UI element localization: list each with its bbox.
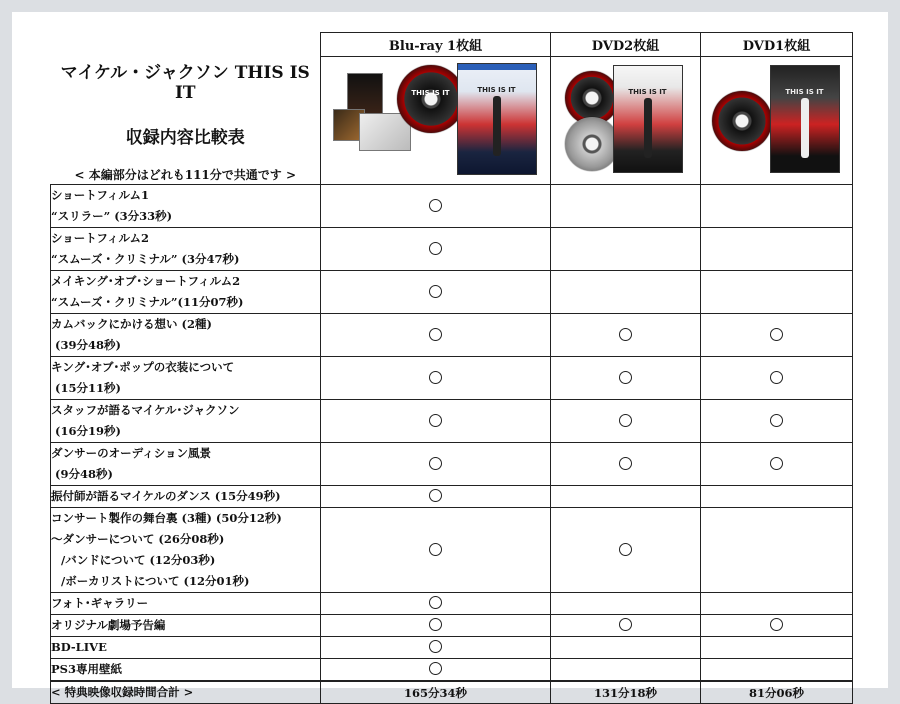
availability-bluray	[321, 615, 551, 637]
feature-row	[51, 185, 853, 228]
included-mark	[429, 596, 442, 609]
availability-dvd1	[701, 228, 853, 271]
dvd2-package-cell	[551, 57, 701, 185]
availability-bluray	[321, 228, 551, 271]
feature-row	[51, 443, 853, 486]
feature-name	[51, 508, 321, 593]
included-mark	[770, 457, 783, 470]
feature-name	[51, 357, 321, 400]
availability-dvd1	[701, 185, 853, 228]
feature-name	[51, 637, 321, 659]
included-mark	[619, 543, 632, 556]
title-block	[51, 57, 321, 185]
included-mark	[429, 242, 442, 255]
availability-dvd1	[701, 508, 853, 593]
feature-name	[51, 400, 321, 443]
feature-line: (16分19秒)	[55, 424, 121, 438]
included-mark	[619, 371, 632, 384]
feature-name	[51, 443, 321, 486]
figure-silhouette	[493, 96, 501, 156]
availability-dvd2	[551, 593, 701, 615]
figure-silhouette	[644, 98, 652, 158]
case-title: THIS IS IT	[628, 87, 667, 96]
feature-row	[51, 593, 853, 615]
included-mark	[429, 543, 442, 556]
feature-line: “スムーズ・クリミナル”(11分07秒)	[51, 295, 244, 309]
total-label: < 特典映像収録時間合計 >	[51, 681, 321, 704]
availability-dvd2	[551, 357, 701, 400]
availability-bluray	[321, 659, 551, 682]
case-title: THIS IS IT	[785, 87, 824, 96]
bluray-package-cell	[321, 57, 551, 185]
availability-dvd1	[701, 486, 853, 508]
image-row	[51, 57, 853, 185]
feature-line: フォト･ギャラリー	[51, 596, 149, 610]
feature-line: /ボーカリストについて (12分01秒)	[61, 574, 250, 588]
feature-row	[51, 637, 853, 659]
feature-line: ダンサーのオーディション風景	[51, 446, 211, 460]
included-mark	[770, 328, 783, 341]
availability-dvd2	[551, 185, 701, 228]
bluray-package-image	[333, 63, 539, 179]
included-mark	[770, 414, 783, 427]
feature-line: PS3専用壁紙	[51, 662, 122, 676]
included-mark	[619, 328, 632, 341]
availability-dvd1	[701, 357, 853, 400]
total-bluray: 165分34秒	[321, 681, 551, 704]
feature-name	[51, 314, 321, 357]
total-row	[51, 681, 853, 704]
feature-row	[51, 314, 853, 357]
product-header-dvd1: DVD1枚組	[701, 33, 853, 57]
feature-line: メイキング･オブ･ショートフィルム2	[51, 274, 241, 288]
availability-dvd2	[551, 637, 701, 659]
availability-bluray	[321, 508, 551, 593]
feature-line: カムバックにかける想い (2種)	[51, 317, 212, 331]
feature-row	[51, 400, 853, 443]
header-row	[51, 33, 853, 57]
feature-line: スタッフが語るマイケル･ジャクソン	[51, 403, 240, 417]
availability-dvd2	[551, 659, 701, 682]
availability-bluray	[321, 400, 551, 443]
disc-image	[712, 91, 772, 151]
feature-name	[51, 593, 321, 615]
feature-name	[51, 185, 321, 228]
included-mark	[429, 640, 442, 653]
availability-dvd2	[551, 400, 701, 443]
feature-name	[51, 228, 321, 271]
page-note: < 本編部分はどれも111分で共通です >	[74, 167, 296, 182]
feature-row	[51, 271, 853, 314]
dvd1-package-cell	[701, 57, 853, 185]
feature-line: コンサート製作の舞台裏 (3種) (50分12秒)	[51, 511, 282, 525]
feature-line: ショートフィルム1	[51, 188, 150, 202]
feature-line: “スムーズ・クリミナル” (3分47秒)	[51, 252, 240, 266]
feature-row	[51, 659, 853, 682]
feature-line: /バンドについて (12分03秒)	[61, 553, 216, 567]
feature-line: “スリラー” (3分33秒)	[51, 209, 173, 223]
availability-bluray	[321, 357, 551, 400]
dvd2-case-image	[613, 65, 683, 173]
included-mark	[429, 414, 442, 427]
page-frame	[12, 12, 888, 700]
included-mark	[429, 457, 442, 470]
availability-dvd2	[551, 314, 701, 357]
feature-row	[51, 357, 853, 400]
included-mark	[619, 618, 632, 631]
included-mark	[429, 199, 442, 212]
availability-dvd1	[701, 443, 853, 486]
availability-bluray	[321, 185, 551, 228]
availability-bluray	[321, 443, 551, 486]
figure-silhouette	[801, 98, 809, 158]
feature-line: ショートフィルム2	[51, 231, 150, 245]
availability-dvd2	[551, 508, 701, 593]
feature-line: キング･オブ･ポップの衣装について	[51, 360, 235, 374]
header-corner	[51, 33, 321, 57]
availability-bluray	[321, 486, 551, 508]
feature-line: 〜ダンサーについて (26分08秒)	[51, 532, 225, 546]
included-mark	[429, 371, 442, 384]
included-mark	[429, 285, 442, 298]
feature-line: BD-LIVE	[51, 640, 107, 654]
feature-row	[51, 228, 853, 271]
included-mark	[429, 328, 442, 341]
total-dvd2: 131分18秒	[551, 681, 701, 704]
feature-line: 振付師が語るマイケルのダンス (15分49秒)	[51, 489, 281, 503]
feature-line: (15分11秒)	[55, 381, 121, 395]
availability-bluray	[321, 314, 551, 357]
availability-dvd1	[701, 314, 853, 357]
availability-dvd2	[551, 228, 701, 271]
feature-line: (9分48秒)	[55, 467, 113, 481]
product-header-dvd2: DVD2枚組	[551, 33, 701, 57]
included-mark	[429, 489, 442, 502]
feature-line: (39分48秒)	[55, 338, 121, 352]
comparison-table	[50, 32, 853, 704]
total-dvd1: 81分06秒	[701, 681, 853, 704]
disc-image	[397, 65, 465, 133]
product-header-bluray: Blu-ray 1枚組	[321, 33, 551, 57]
page-title: マイケル・ジャクソン THIS IS IT	[60, 62, 310, 103]
included-mark	[619, 414, 632, 427]
availability-dvd2	[551, 271, 701, 314]
availability-dvd1	[701, 593, 853, 615]
dvd1-case-image	[770, 65, 840, 173]
feature-row	[51, 486, 853, 508]
availability-dvd1	[701, 271, 853, 314]
included-mark	[429, 662, 442, 675]
availability-dvd2	[551, 486, 701, 508]
availability-bluray	[321, 271, 551, 314]
case-title: THIS IS IT	[477, 85, 516, 94]
included-mark	[770, 618, 783, 631]
availability-bluray	[321, 593, 551, 615]
availability-dvd1	[701, 400, 853, 443]
availability-dvd1	[701, 615, 853, 637]
feature-name	[51, 659, 321, 682]
disc-image-2	[565, 117, 619, 171]
dvd1-package-image	[712, 65, 842, 177]
availability-bluray	[321, 637, 551, 659]
page-subtitle: 収録内容比較表	[125, 127, 245, 148]
included-mark	[429, 618, 442, 631]
included-mark	[619, 457, 632, 470]
disc-title: THIS IS IT	[411, 88, 450, 97]
feature-row	[51, 615, 853, 637]
bluray-case-image	[457, 63, 537, 175]
feature-name	[51, 271, 321, 314]
feature-line: オリジナル劇場予告編	[51, 618, 166, 632]
availability-dvd1	[701, 637, 853, 659]
availability-dvd2	[551, 443, 701, 486]
dvd2-package-image	[565, 65, 687, 177]
included-mark	[770, 371, 783, 384]
feature-name	[51, 486, 321, 508]
feature-row	[51, 508, 853, 593]
availability-dvd2	[551, 615, 701, 637]
feature-name	[51, 615, 321, 637]
availability-dvd1	[701, 659, 853, 682]
